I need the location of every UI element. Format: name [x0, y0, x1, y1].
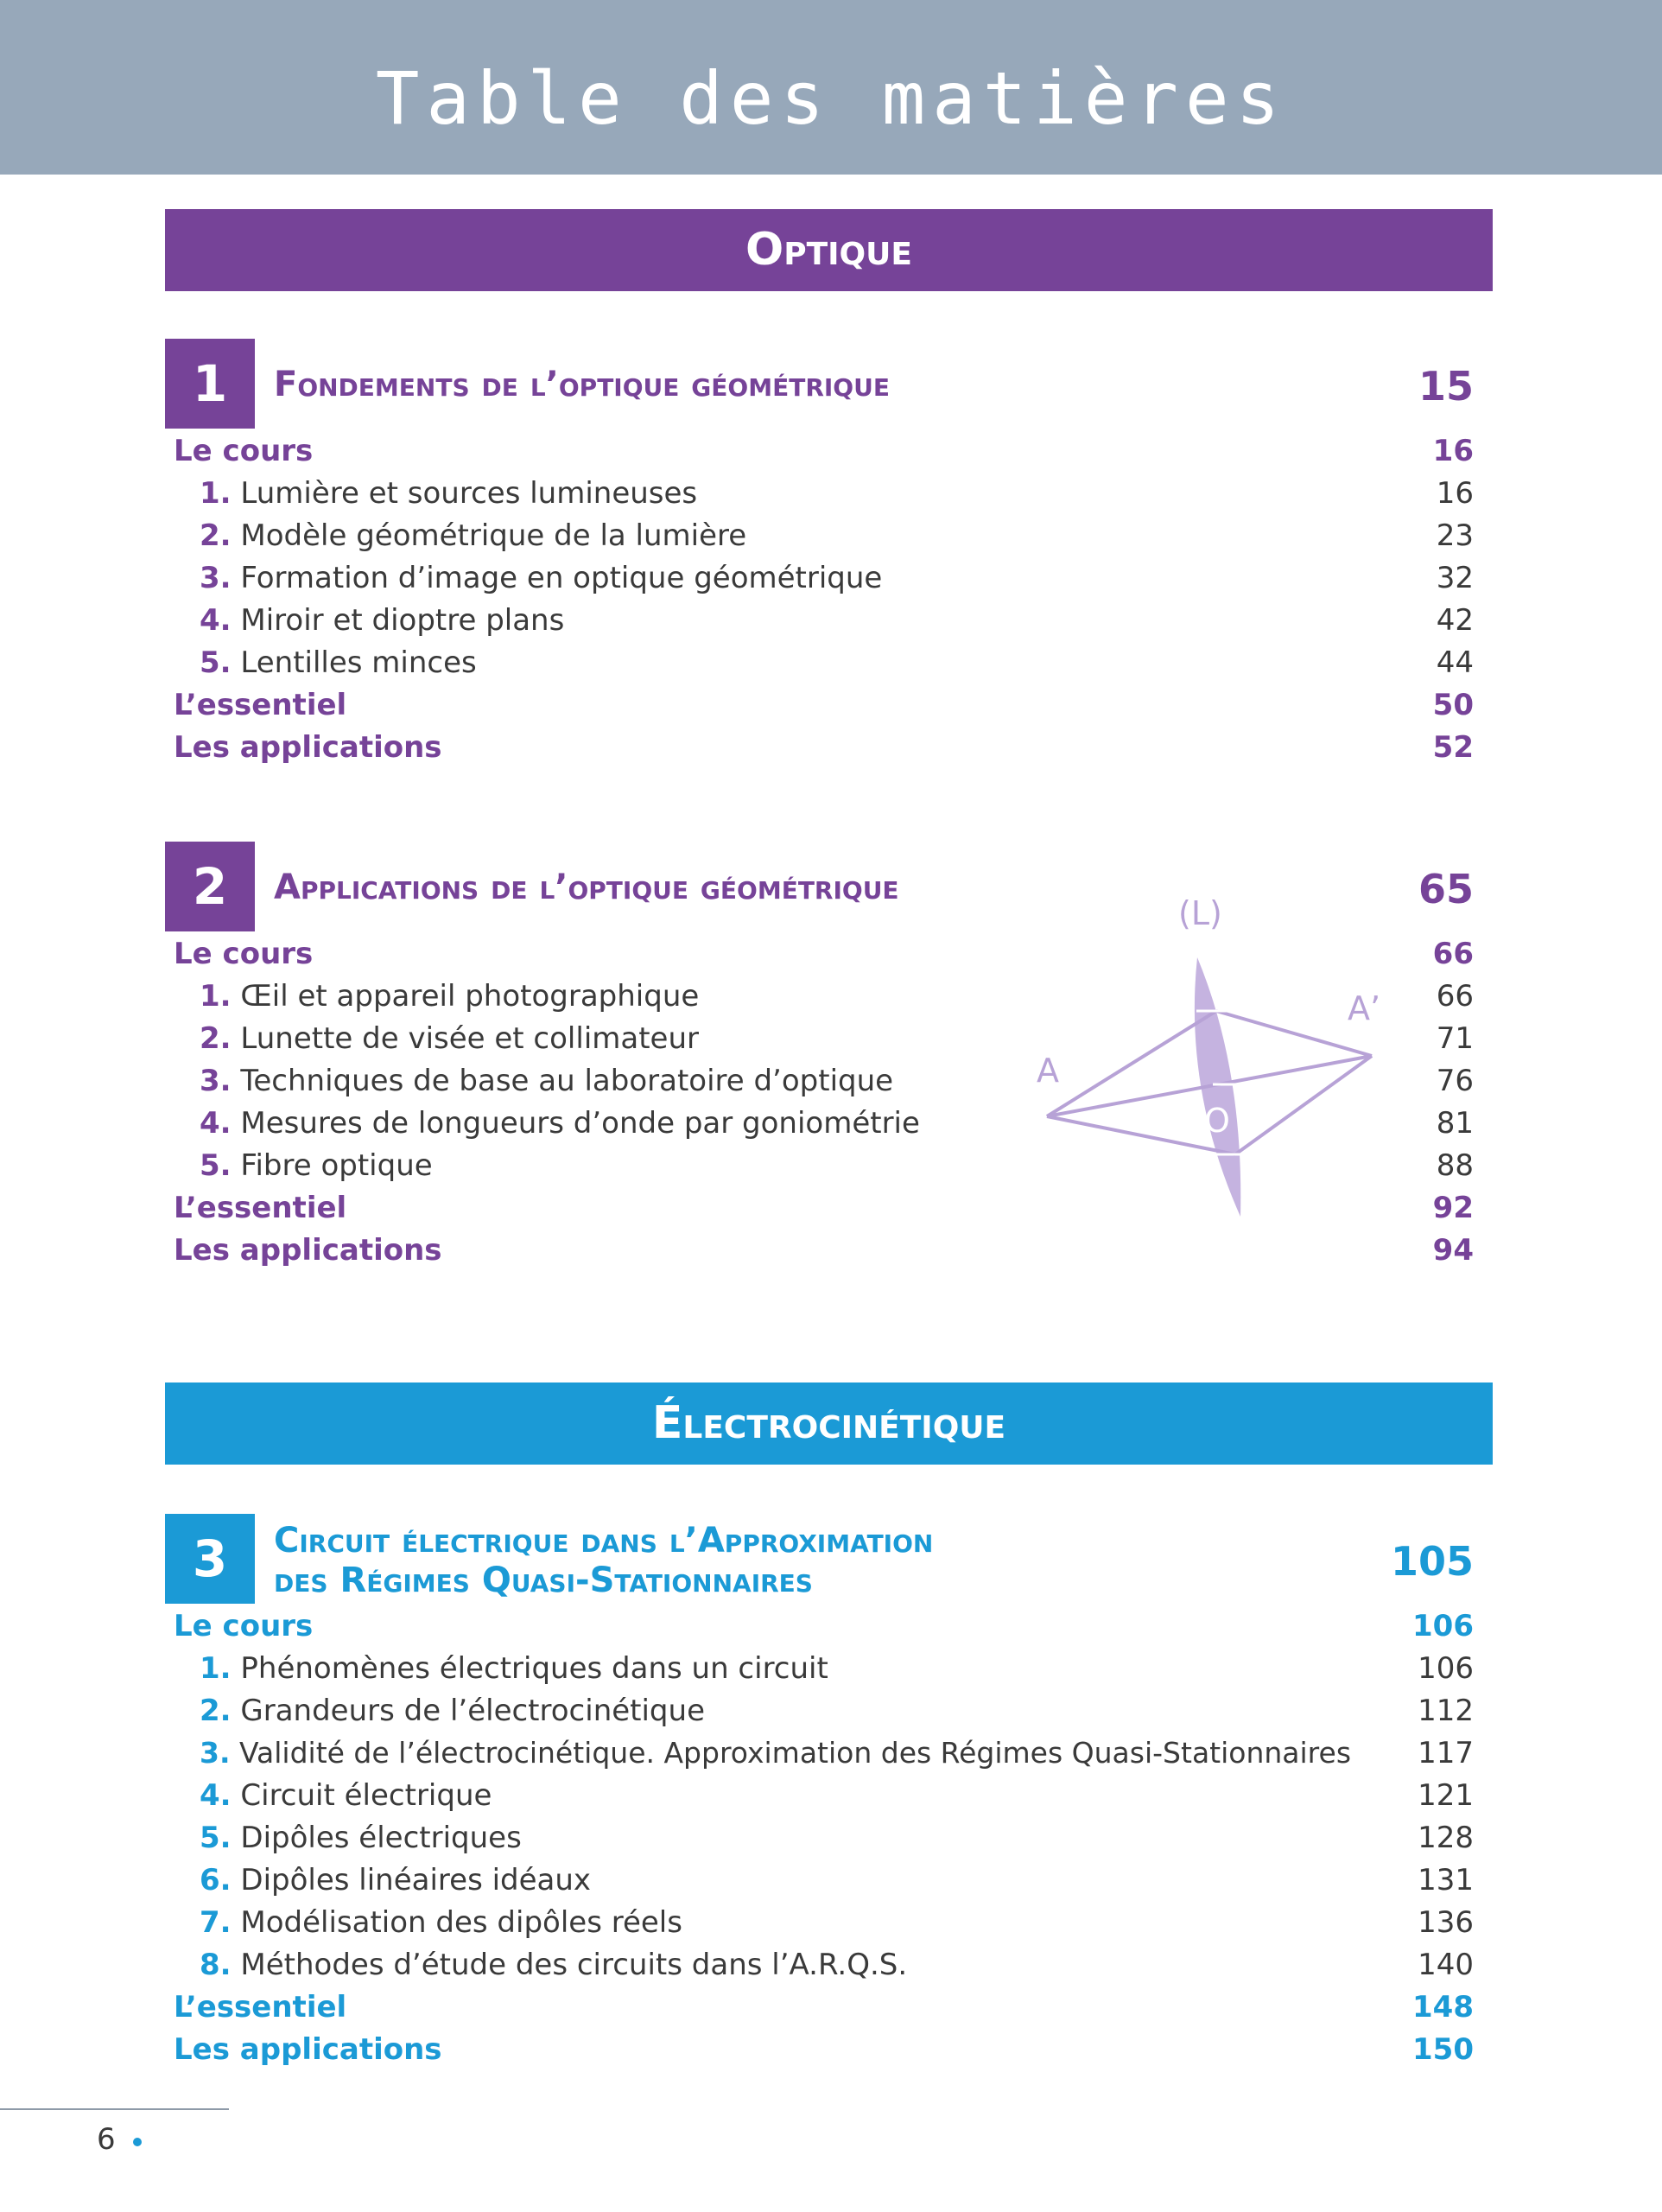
- entry-label: Modèle géométrique de la lumière: [240, 518, 747, 553]
- entry-page: 106: [1412, 1609, 1474, 1643]
- toc-entry[interactable]: [174, 558, 1474, 598]
- toc-entry[interactable]: [174, 1818, 1474, 1858]
- chapter-page: 65: [1418, 866, 1474, 912]
- toc-entry[interactable]: [174, 1903, 1474, 1942]
- image-label: A’: [1348, 989, 1381, 1027]
- entry-number: 5.: [200, 1821, 232, 1855]
- toc-entry[interactable]: [174, 1733, 1474, 1773]
- entry-label: Lentilles minces: [240, 645, 477, 680]
- thin-lens-diagram: [1028, 881, 1391, 1227]
- entry-number: 4.: [200, 603, 232, 638]
- entry-page: 112: [1418, 1694, 1474, 1728]
- entry-page: 76: [1436, 1064, 1474, 1098]
- chapter-number: 3: [165, 1514, 255, 1604]
- entry-label: Circuit électrique: [240, 1778, 492, 1813]
- toc-entry[interactable]: [174, 601, 1474, 640]
- entry-page: 136: [1418, 1905, 1474, 1940]
- entry-page: 16: [1432, 434, 1474, 468]
- toc-entry[interactable]: [174, 516, 1474, 556]
- chapter-1: [165, 339, 1493, 771]
- toc-entry-cours[interactable]: [174, 431, 1474, 471]
- lens-label: (L): [1178, 894, 1222, 932]
- toc-entry[interactable]: [174, 1945, 1474, 1985]
- chapter-number: 2: [165, 842, 255, 931]
- toc-entry[interactable]: [174, 643, 1474, 683]
- entry-page: 106: [1418, 1651, 1474, 1686]
- chapter-title[interactable]: Applications de l’optique géométrique: [274, 868, 899, 907]
- entry-label: Le cours: [174, 937, 314, 971]
- chapter-title[interactable]: Fondements de l’optique géométrique: [274, 365, 890, 404]
- chapter-title[interactable]: [274, 1521, 933, 1600]
- entry-page: 66: [1432, 937, 1474, 971]
- entry-page: 44: [1436, 645, 1474, 680]
- toc-entry[interactable]: [174, 1776, 1474, 1815]
- center-label: O: [1204, 1102, 1230, 1140]
- entry-number: 3.: [200, 1736, 231, 1770]
- entry-page: 148: [1412, 1990, 1474, 2024]
- page-number: 6: [97, 2122, 116, 2157]
- chapter-number: 1: [165, 339, 255, 429]
- entry-label: Le cours: [174, 434, 314, 468]
- entry-label: Dipôles linéaires idéaux: [240, 1863, 592, 1897]
- entry-page: 88: [1436, 1148, 1474, 1183]
- entry-number: 3.: [200, 1064, 232, 1098]
- entry-number: 7.: [200, 1905, 232, 1940]
- entry-page: 121: [1418, 1778, 1474, 1813]
- entry-label: L’essentiel: [174, 1191, 347, 1225]
- chapter-title-line: des Régimes Quasi-Stationnaires: [274, 1560, 813, 1600]
- entry-number: 3.: [200, 561, 232, 595]
- toc-entry[interactable]: [174, 1649, 1474, 1688]
- entry-page: 94: [1432, 1233, 1474, 1268]
- entry-label: L’essentiel: [174, 688, 347, 722]
- toc-entry-essentiel[interactable]: [174, 685, 1474, 725]
- footer-divider: [0, 2108, 229, 2110]
- entry-page: 131: [1418, 1863, 1474, 1897]
- toc-entry[interactable]: [174, 1691, 1474, 1731]
- entry-label: Mesures de longueurs d’onde par goniométrie: [240, 1106, 920, 1141]
- entry-page: 16: [1436, 476, 1474, 511]
- bullet-dot-icon: [133, 2138, 142, 2146]
- toc-entry-essentiel[interactable]: [174, 1987, 1474, 2027]
- entry-page: 23: [1436, 518, 1474, 553]
- entry-page: 42: [1436, 603, 1474, 638]
- toc-entry-applications[interactable]: [174, 728, 1474, 767]
- chapter-page: 15: [1418, 363, 1474, 410]
- entry-number: 1.: [200, 476, 232, 511]
- part-banner-electrocinetique: Électrocinétique: [165, 1382, 1493, 1465]
- entry-page: 150: [1412, 2032, 1474, 2067]
- entry-label: Fibre optique: [240, 1148, 433, 1183]
- entry-number: 2.: [200, 518, 232, 553]
- toc-entry[interactable]: [174, 1860, 1474, 1900]
- entry-number: 5.: [200, 1148, 232, 1183]
- entry-label: Lunette de visée et collimateur: [240, 1021, 699, 1056]
- entry-label: Techniques de base au laboratoire d’optique: [240, 1064, 894, 1098]
- entry-number: 6.: [200, 1863, 232, 1897]
- ray-line: [1235, 1056, 1372, 1154]
- entry-page: 140: [1418, 1948, 1474, 1982]
- entry-number: 4.: [200, 1106, 232, 1141]
- entry-label: Les applications: [174, 2032, 442, 2067]
- entry-label: L’essentiel: [174, 1990, 347, 2024]
- page-header: [0, 0, 1662, 175]
- entry-number: 2.: [200, 1694, 232, 1728]
- part-banner-optique: Optique: [165, 209, 1493, 291]
- chapter-title-line: Circuit électrique dans l’Approximation: [274, 1521, 934, 1560]
- entry-number: 1.: [200, 1651, 232, 1686]
- entry-number: 1.: [200, 979, 232, 1014]
- entry-page: 52: [1432, 730, 1474, 765]
- toc-entry-applications[interactable]: [174, 1230, 1474, 1270]
- entry-label: Les applications: [174, 730, 442, 765]
- entry-label: Validité de l’électrocinétique. Approximation des Régimes Quasi-Stationnaires: [239, 1736, 1352, 1770]
- entry-number: 4.: [200, 1778, 232, 1813]
- entry-label: Œil et appareil photographique: [240, 979, 700, 1014]
- entry-page: 128: [1418, 1821, 1474, 1855]
- entry-label: Modélisation des dipôles réels: [240, 1905, 682, 1940]
- object-label: A: [1037, 1052, 1059, 1090]
- toc-entry[interactable]: [174, 474, 1474, 513]
- toc-entry-cours[interactable]: [174, 1606, 1474, 1646]
- entry-page: 32: [1436, 561, 1474, 595]
- entry-page: 66: [1436, 979, 1474, 1014]
- toc-entry-applications[interactable]: [174, 2030, 1474, 2069]
- entry-page: 81: [1436, 1106, 1474, 1141]
- entry-label: Grandeurs de l’électrocinétique: [240, 1694, 705, 1728]
- entry-number: 5.: [200, 645, 232, 680]
- entry-number: 2.: [200, 1021, 232, 1056]
- entry-label: Méthodes d’étude des circuits dans l’A.R.Q.S.: [240, 1948, 908, 1982]
- entry-page: 50: [1432, 688, 1474, 722]
- entry-label: Miroir et dioptre plans: [240, 603, 565, 638]
- entry-label: Phénomènes électriques dans un circuit: [240, 1651, 828, 1686]
- chapter-page: 105: [1390, 1538, 1474, 1585]
- entry-page: 71: [1436, 1021, 1474, 1056]
- entry-page: 92: [1432, 1191, 1474, 1225]
- entry-number: 8.: [200, 1948, 232, 1982]
- entry-label: Formation d’image en optique géométrique: [240, 561, 883, 595]
- entry-label: Le cours: [174, 1609, 314, 1643]
- entry-label: Lumière et sources lumineuses: [240, 476, 698, 511]
- entry-label: Les applications: [174, 1233, 442, 1268]
- entry-label: Dipôles électriques: [240, 1821, 522, 1855]
- chapter-3: [165, 1514, 1493, 2067]
- page-title: Table des matières: [375, 56, 1287, 141]
- entry-page: 117: [1418, 1736, 1474, 1770]
